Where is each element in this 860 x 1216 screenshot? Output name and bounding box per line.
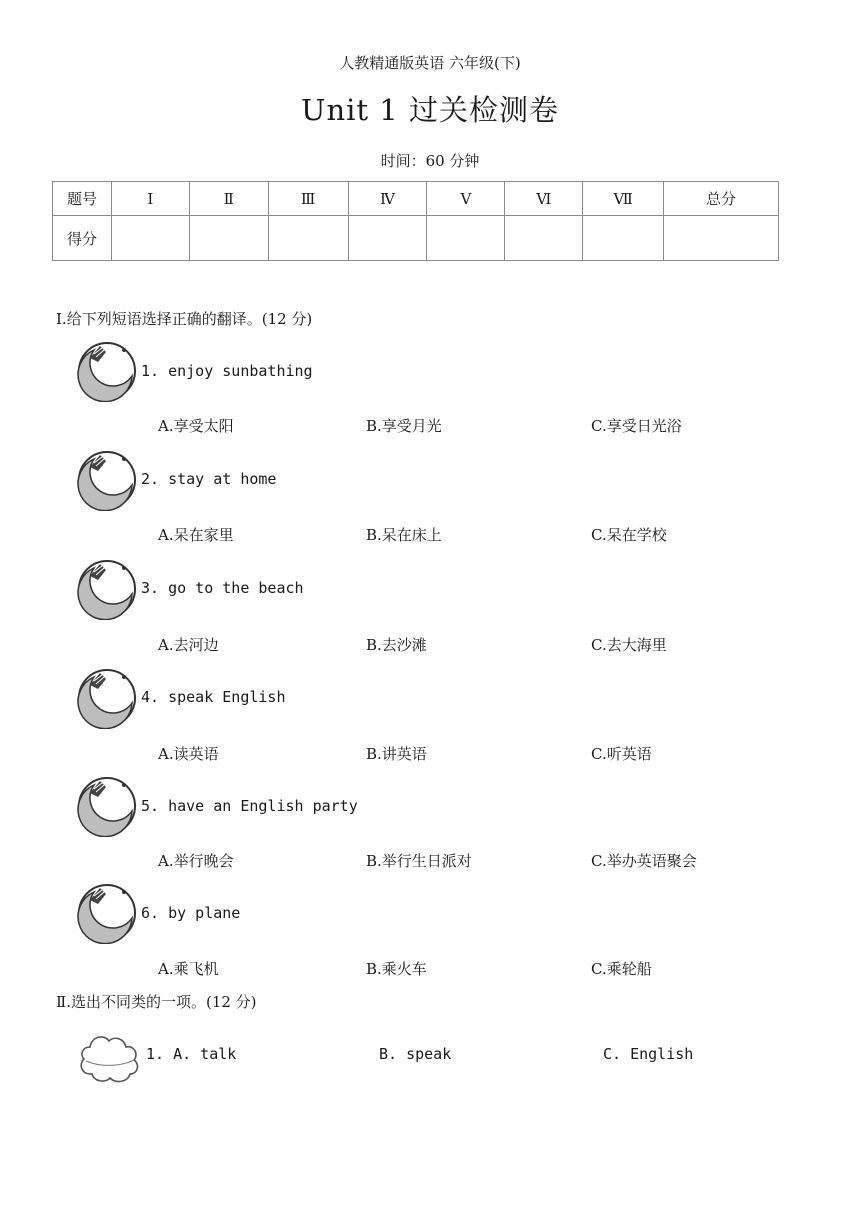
score-cell[interactable] — [348, 216, 427, 261]
score-cell[interactable] — [505, 216, 583, 261]
score-cell[interactable] — [189, 216, 268, 261]
score-cell[interactable] — [664, 216, 779, 261]
score-row-label: 得分 — [53, 216, 112, 261]
cloud-badge-icon — [76, 1027, 142, 1085]
moon-badge-icon — [76, 775, 140, 837]
score-table-header-row — [53, 182, 779, 216]
score-table-header-cell: 题号 — [53, 182, 112, 216]
score-table-header-cell: 总分 — [664, 182, 779, 216]
option-b[interactable]: B.乘火车 — [366, 960, 427, 978]
subtitle: 人教精通版英语 六年级(下) — [339, 54, 521, 72]
moon-badge-icon — [76, 340, 140, 402]
page-title: Unit 1 过关检测卷 — [301, 93, 559, 127]
option-a[interactable]: A.乘飞机 — [158, 960, 219, 978]
option-c[interactable]: C.乘轮船 — [591, 960, 652, 978]
option-c[interactable]: C.呆在学校 — [591, 526, 667, 544]
moon-badge-icon — [76, 449, 140, 511]
time-limit: 时间：60 分钟 — [380, 152, 480, 170]
moon-badge-icon — [76, 667, 140, 729]
option-b[interactable]: B.去沙滩 — [366, 636, 427, 654]
score-cell[interactable] — [268, 216, 348, 261]
question-text: 3. go to the beach — [141, 579, 304, 597]
option-a[interactable]: A.享受太阳 — [158, 417, 234, 435]
option-c[interactable]: C. English — [603, 1045, 694, 1063]
option-b[interactable]: B.享受月光 — [366, 417, 442, 435]
score-table-header-cell: Ⅶ — [583, 182, 664, 216]
score-table-header-cell: Ⅵ — [505, 182, 583, 216]
option-b[interactable]: B. speak — [379, 1045, 452, 1063]
option-c[interactable]: C.去大海里 — [591, 636, 667, 654]
score-table-header-cell: Ⅱ — [189, 182, 268, 216]
score-cell[interactable] — [583, 216, 664, 261]
question-text: 6. by plane — [141, 904, 241, 922]
option-b[interactable]: B.讲英语 — [366, 745, 427, 763]
score-cell[interactable] — [111, 216, 189, 261]
option-b[interactable]: B.举行生日派对 — [366, 852, 472, 870]
score-table-score-row — [53, 216, 779, 261]
option-c[interactable]: C.举办英语聚会 — [591, 852, 697, 870]
section-1-title: Ⅰ.给下列短语选择正确的翻译。(12 分) — [56, 310, 313, 328]
score-table-header-cell: Ⅲ — [268, 182, 348, 216]
score-table-header-cell: Ⅴ — [427, 182, 505, 216]
score-cell[interactable] — [427, 216, 505, 261]
question-text: 1. enjoy sunbathing — [141, 362, 313, 380]
score-table-header-cell: Ⅳ — [348, 182, 427, 216]
moon-badge-icon — [76, 882, 140, 944]
option-a[interactable]: A.读英语 — [158, 745, 219, 763]
score-table — [52, 181, 779, 261]
question-text: 4. speak English — [141, 688, 286, 706]
section-2-title: Ⅱ.选出不同类的一项。(12 分) — [56, 993, 257, 1011]
moon-badge-icon — [76, 558, 140, 620]
option-a[interactable]: A.举行晚会 — [158, 852, 234, 870]
score-table-header-cell: Ⅰ — [111, 182, 189, 216]
option-a[interactable]: A.去河边 — [158, 636, 219, 654]
question-text: 2. stay at home — [141, 470, 277, 488]
option-b[interactable]: B.呆在床上 — [366, 526, 442, 544]
option-a[interactable]: A.呆在家里 — [158, 526, 234, 544]
option-c[interactable]: C.听英语 — [591, 745, 652, 763]
question-text: 5. have an English party — [141, 797, 358, 815]
question-text: 1. A. talk — [146, 1045, 237, 1063]
option-c[interactable]: C.享受日光浴 — [591, 417, 682, 435]
